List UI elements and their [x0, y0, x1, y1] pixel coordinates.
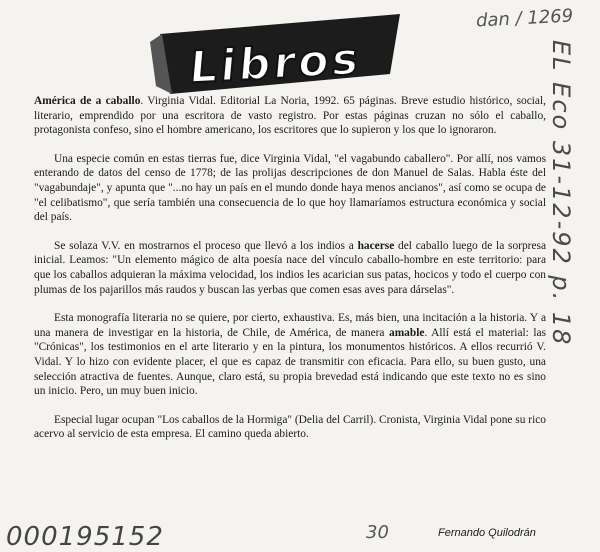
review-article — [34, 94, 546, 456]
paragraph-4-bold: amable — [389, 326, 425, 339]
section-title: Libros — [187, 33, 364, 94]
handwritten-reference: dan / 1269 — [475, 5, 574, 32]
paragraph-3-text-a: Se solaza V.V. en mostrarnos el proceso que llevó a los indios a — [54, 239, 358, 252]
paragraph-3 — [34, 239, 546, 297]
paragraph-4-text-a: Esta monografía literaria no se quiere, por cierto, exhaustiva. Es, más bien, una incitación a la historia. Y a una manera de investigar en la historia, de Chile, de América, de manera — [34, 312, 546, 339]
handwritten-archive-number: 000195152 — [6, 522, 164, 552]
handwritten-page-mark: 30 — [366, 522, 389, 543]
handwritten-source-date: EL Eco 31-12-92 p. 18 — [547, 40, 575, 347]
paragraph-3-text-b: del caballo luego de la sorpresa inicial. Leamos: "Un elemento mágico de alta poesía nace del vínculo caballo-hombre en este territorio: para que los caballos adquieran la máxima velocidad, los indios les acarician sus patas, hocicos y todo el cuerpo con plumas de los pajarillos más raudos y buscan las yerbas que comen esas aves para dárselas". — [34, 239, 546, 296]
paragraph-5: Especial lugar ocupan "Los caballos de la Hormiga" (Delia del Carril). Cronista, Virginia Vidal pone su rico acervo al servicio de esta empresa. El camino queda abierto. — [34, 413, 546, 441]
paragraph-2: Una especie común en estas tierras fue, dice Virginia Vidal, "el vagabundo caballero". Por allí, nos vamos enterando de datos del censo de 1778; de las prolijas descripciones de don Manuel de Salas. Habla éste del "vagabundaje", y apunta que "...no hay un país en el mundo donde haya menos ancianos", así como se ocupa de "el celibatismo", que sería también una consecuencia de lo que hoy llamaríamos estructura económica y social del país. — [34, 152, 546, 224]
paragraph-1-text: . Virginia Vidal. Editorial La Noria, 1992. 65 páginas. Breve estudio histórico, social, literario, emprendido por una escritora de vasto registro. Por estas páginas cruzan no sólo el caballo, protagonista confeso, sino el hombre americano, los escritores que lo supieron y los que lo ignoraron. — [34, 95, 546, 137]
author-byline: Fernando Quilodrán — [438, 527, 536, 539]
paragraph-1 — [34, 94, 546, 138]
paragraph-3-bold: hacerse — [357, 239, 395, 252]
section-masthead — [150, 14, 400, 94]
paragraph-4 — [34, 311, 546, 399]
paragraph-4-text-b: . Allí está el material: las "Crónicas", los testimonios en el arte literario y en la pintura, los monumentos históricos. A ellos recurrió V. Vidal. Y lo hizo con evidente placer, el que es capaz de transmitir con eficacia. Para ello, su buen gusto, una selección atractiva de fuentes. Aunque, claro está, su propia brevedad está indicando que este texto no es sino un inicio. Pero, un muy buen inicio. — [34, 326, 546, 398]
book-title: América de a caballo — [34, 95, 141, 107]
